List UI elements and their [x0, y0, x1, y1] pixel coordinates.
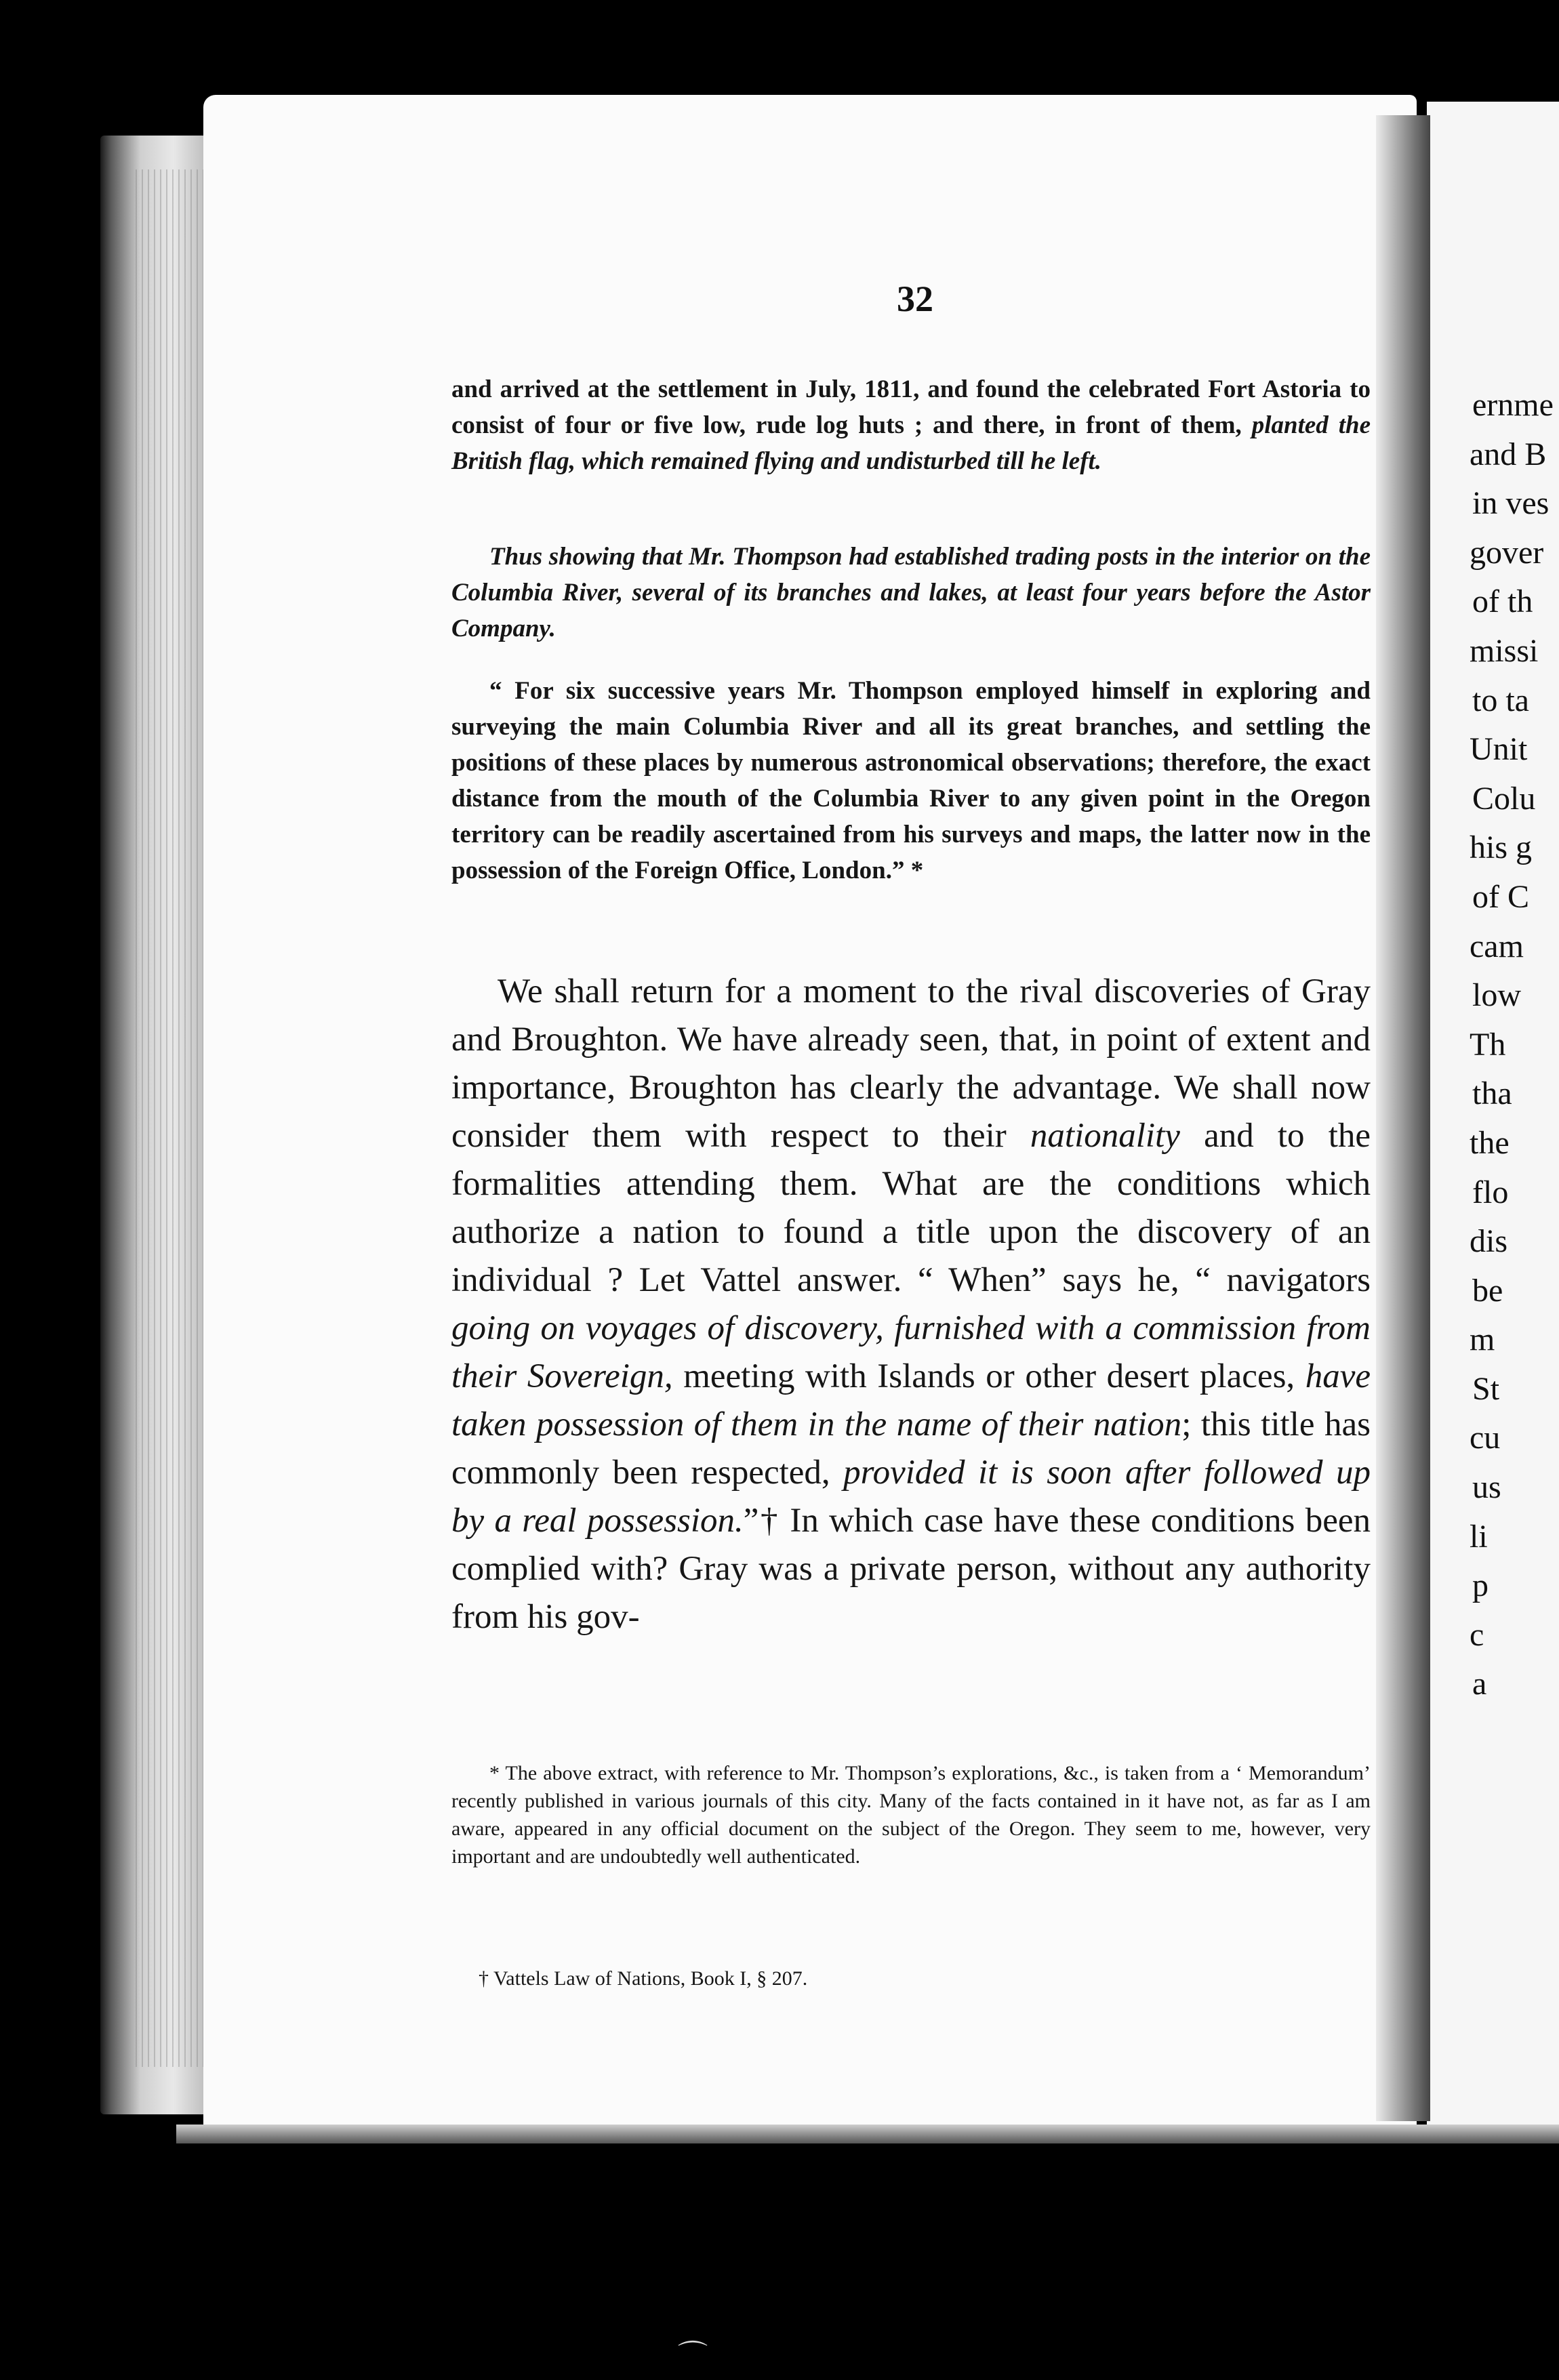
- facing-line: in ves: [1472, 485, 1550, 522]
- italic-text: provided it is soon after followed up by a real possession.: [451, 1454, 1371, 1540]
- italic-text: have taken possession of them in the name of their nation: [451, 1357, 1371, 1443]
- bottom-page-edge: [176, 2125, 1559, 2143]
- paragraph-astoria: [451, 371, 1371, 479]
- facing-line: p: [1472, 1567, 1489, 1604]
- facing-line: the: [1470, 1124, 1510, 1161]
- facing-line: ernme: [1472, 387, 1554, 423]
- facing-line: m: [1470, 1321, 1495, 1358]
- italic-text: planted the British flag, which remained flying and undisturbed till he left.: [451, 411, 1371, 475]
- facing-line: dis: [1470, 1223, 1508, 1260]
- italic-text: nationality: [1030, 1117, 1180, 1155]
- paragraph-text: ”† In which case have these conditions been complied with? Gray was a private person, without any authority from his gov-: [451, 1502, 1371, 1636]
- paragraph-text: meeting with Islands or other desert places,: [683, 1357, 1295, 1395]
- paragraph-text: “ For six successive years Mr. Thompson employed himself in exploring and surveying the main Columbia River and all its great branches, and settling the positions of these places by numerous astronomical observations; therefore, the exact distance from the mouth of the Columbia River to any given point in the Oregon territory can be readily ascertained from his surveys and maps, the latter now in the possession of the Foreign Office, London.” *: [451, 677, 1371, 884]
- paragraph-quotation: [451, 673, 1371, 888]
- spine-shadow: [1376, 115, 1430, 2121]
- facing-line: low: [1472, 977, 1521, 1014]
- paragraph-text: and to the formalities attending them. What are the conditions which authorize a nation to found a title upon the discovery of an individual ? Let Vattel answer. “ When” says he, “ navigators: [451, 1117, 1371, 1299]
- facing-line: cam: [1470, 928, 1524, 964]
- facing-line: his g: [1470, 829, 1533, 866]
- paragraph-gray-broughton: [451, 968, 1371, 1641]
- facing-line: be: [1472, 1272, 1503, 1309]
- footnote-memorandum: [451, 1759, 1371, 1870]
- facing-line: us: [1472, 1469, 1501, 1506]
- facing-page-text: [1470, 381, 1559, 1709]
- footnote-text: * The above extract, with reference to Mr. Thompson’s explorations, &c., is taken from a ‘ Memorandum’ recently published in various journals of this city. Many of the facts contained in it have not, as far as I am aware, appeared in any official document on the subject of the Oregon. They seem to me, however, very important and are undoubtedly well authenticated.: [451, 1762, 1371, 1868]
- facing-line: c: [1470, 1616, 1484, 1653]
- facing-line: a: [1472, 1666, 1487, 1702]
- facing-line: Colu: [1472, 780, 1536, 817]
- facing-line: of C: [1472, 878, 1529, 915]
- facing-line: St: [1472, 1370, 1500, 1407]
- paragraph-text: ; this title has commonly been respected,: [451, 1406, 1371, 1492]
- facing-line: and B: [1470, 436, 1547, 472]
- facing-line: Th: [1470, 1026, 1506, 1063]
- facing-line: flo: [1472, 1174, 1509, 1210]
- page-number: 32: [897, 279, 933, 319]
- facing-line: tha: [1472, 1075, 1512, 1112]
- facing-line: missi: [1470, 632, 1539, 669]
- footnote-vattel: [479, 1965, 1398, 1992]
- facing-line: of th: [1472, 583, 1533, 620]
- facing-line: to ta: [1472, 682, 1529, 718]
- footnote-text: † Vattels Law of Nations, Book I, § 207.: [479, 1967, 808, 1990]
- page-stack-lines: [136, 169, 210, 2067]
- paragraph-text: We shall return for a moment to the rival discoveries of Gray and Broughton. We have already seen, that, in point of extent and importance, Broughton has clearly the advantage. We shall now consider them with respect to their: [451, 972, 1371, 1155]
- facing-line: li: [1470, 1518, 1488, 1555]
- facing-line: cu: [1470, 1420, 1501, 1456]
- scan-artifact: ⌒: [678, 2339, 708, 2373]
- facing-line: gover: [1470, 534, 1544, 571]
- facing-line: Unit: [1470, 731, 1528, 768]
- paragraph-text: and arrived at the settlement in July, 1811, and found the celebrated Fort Astoria to consist of four or five low, rude log huts ; and there, in front of them,: [451, 375, 1371, 439]
- italic-text: going on voyages of discovery, furnished with a commission from their Sovereign,: [451, 1309, 1371, 1395]
- paragraph-thompson-posts: [451, 539, 1371, 647]
- italic-text: Thus showing that Mr. Thompson had established trading posts in the interior on the Columbia River, several of its branches and lakes, at least four years before the Astor Company.: [451, 543, 1371, 642]
